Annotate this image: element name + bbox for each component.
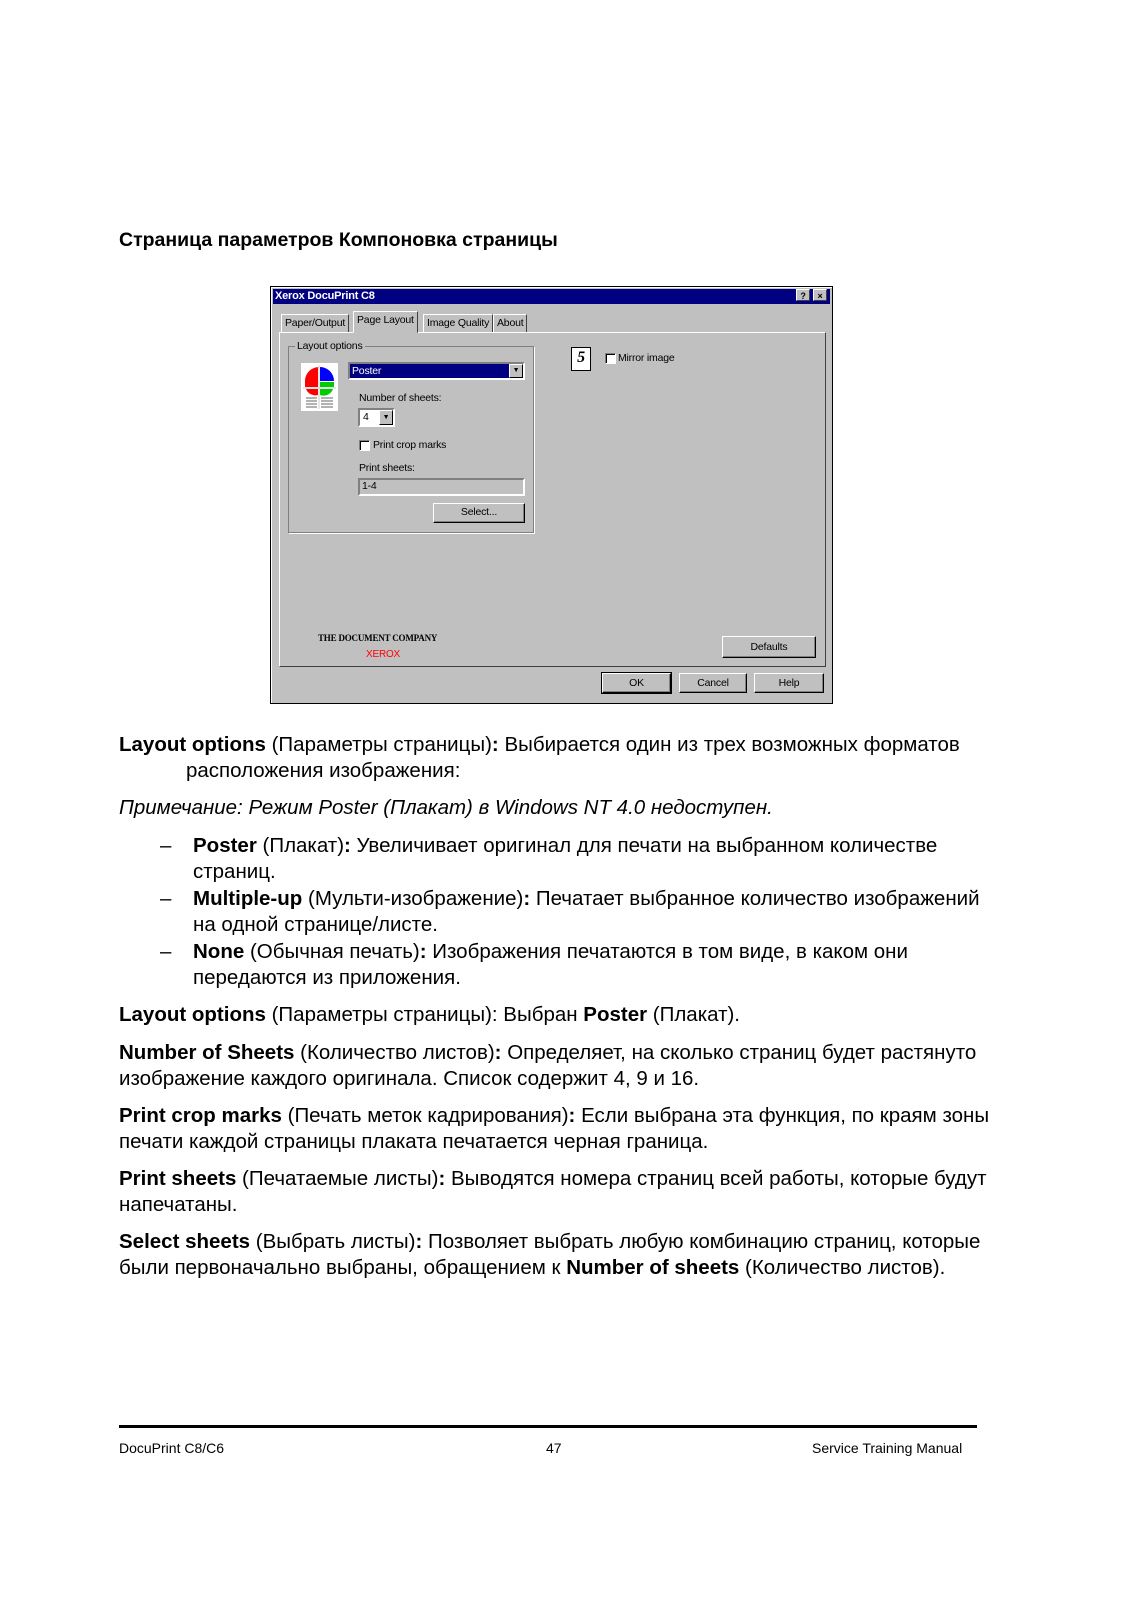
text-segment: Number of sheets	[566, 1256, 740, 1279]
text-segment: :	[419, 940, 427, 963]
tab-about[interactable]: About	[493, 314, 527, 333]
print-sheets-field[interactable]	[358, 478, 525, 496]
bullet-poster	[160, 833, 993, 885]
print-crop-marks-label: Print crop marks	[373, 439, 447, 451]
text-segment: None	[193, 940, 245, 963]
text-segment: :	[438, 1167, 446, 1190]
footer-right: Service Training Manual	[812, 1440, 963, 1456]
text-segment: Layout options	[119, 1003, 266, 1026]
text-segment: Изображения печатаются в том виде, в каком они передаются из приложения.	[193, 940, 908, 989]
paragraph-select-sheets	[119, 1229, 999, 1281]
text-segment: (Параметры страницы): Выбран	[265, 1003, 584, 1026]
text-segment: Выводятся номера страниц всей работы, которые будут напечатаны.	[119, 1167, 987, 1216]
select-button[interactable]: Select...	[433, 503, 525, 523]
text-segment: Print crop marks	[119, 1104, 282, 1127]
text-segment: :	[344, 834, 351, 857]
paragraph-layout-selected	[119, 1002, 999, 1028]
tab-paper-output[interactable]: Paper/Output	[281, 314, 349, 333]
text-segment: :	[523, 887, 531, 910]
text-segment: (Плакат).	[647, 1003, 740, 1026]
ok-button[interactable]: OK	[602, 673, 671, 693]
paragraph-number-of-sheets	[119, 1040, 999, 1092]
text-segment: Poster	[583, 1003, 648, 1026]
text-segment: :	[568, 1104, 576, 1127]
chevron-down-icon[interactable]: ▼	[379, 410, 393, 425]
text-segment: (Параметры страницы)	[265, 733, 492, 756]
paragraph-print-crop-marks	[119, 1103, 999, 1155]
text-segment: Если выбрана эта функция, по краям зоны печати каждой страницы плаката печатается черная граница.	[119, 1104, 990, 1153]
dialog-title: Xerox DocuPrint C8	[275, 290, 375, 302]
text-segment: Печатает выбранное количество изображений на одной странице/листе.	[193, 887, 980, 936]
number-of-sheets-value: 4	[363, 411, 369, 423]
close-button[interactable]: ×	[813, 289, 827, 301]
step-number-icon: 5	[571, 347, 591, 371]
paragraph-layout-options	[119, 732, 999, 784]
section-heading: Страница параметров Компоновка страницы	[119, 229, 558, 251]
text-segment: Number of Sheets	[119, 1041, 295, 1064]
note	[119, 795, 999, 821]
text-segment: Позволяет выбрать любую комбинацию страниц, которые были первоначально выбраны, обращением к	[119, 1230, 981, 1279]
footer-rule	[119, 1425, 977, 1428]
text-segment: Layout options	[119, 733, 266, 756]
text-segment: Примечание: Режим Poster (Плакат) в Windows NT 4.0 недоступен.	[119, 796, 773, 819]
text-segment: Multiple-up	[193, 887, 303, 910]
text-segment: (Количество листов)	[294, 1041, 495, 1064]
company-tagline: THE DOCUMENT COMPANY	[318, 633, 438, 643]
chevron-down-icon[interactable]: ▼	[509, 364, 523, 378]
text-segment: Выбирается один из трех возможных форматов расположения изображения:	[186, 733, 960, 782]
text-segment: (Мульти-изображение)	[302, 887, 524, 910]
defaults-button[interactable]: Defaults	[722, 636, 816, 658]
xerox-logo: XEROX	[366, 649, 401, 660]
text-segment: Select sheets	[119, 1230, 251, 1253]
help-button[interactable]: Help	[754, 673, 824, 693]
text-segment: Poster	[193, 834, 257, 857]
text-segment: :	[491, 733, 499, 756]
text-segment: :	[415, 1230, 423, 1253]
layout-options-label: Layout options	[297, 340, 363, 352]
bullet-none	[160, 939, 993, 991]
bullet-multiple-up	[160, 886, 993, 938]
print-sheets-value: 1-4	[362, 480, 377, 492]
help-title-button[interactable]: ?	[796, 289, 810, 301]
layout-value: Poster	[352, 365, 382, 377]
text-segment: :	[494, 1041, 502, 1064]
mirror-image-label: Mirror image	[618, 352, 675, 364]
print-crop-marks-checkbox[interactable]	[359, 440, 370, 451]
tab-image-quality[interactable]: Image Quality	[423, 314, 493, 333]
bullet-dash: –	[160, 940, 172, 963]
text-segment: Print sheets	[119, 1167, 237, 1190]
cancel-button[interactable]: Cancel	[679, 673, 747, 693]
tab-page-layout[interactable]: Page Layout	[353, 311, 418, 333]
text-segment: (Количество листов).	[739, 1256, 946, 1279]
paragraph-print-sheets	[119, 1166, 999, 1218]
text-segment: (Печать меток кадрирования)	[281, 1104, 569, 1127]
footer-left: DocuPrint C8/C6	[119, 1440, 225, 1456]
bullet-dash: –	[160, 834, 172, 857]
title-bar	[273, 289, 830, 304]
text-segment: (Плакат)	[256, 834, 345, 857]
page-number: 47	[546, 1440, 562, 1456]
mirror-image-checkbox[interactable]	[605, 353, 616, 364]
bullet-dash: –	[160, 887, 172, 910]
layout-options-dropdown[interactable]	[348, 362, 525, 380]
print-sheets-label: Print sheets:	[359, 462, 415, 474]
text-segment: (Выбрать листы)	[250, 1230, 416, 1253]
text-segment: Определяет, на сколько страниц будет растянуто изображение каждого оригинала. Список содержит 4, 9 и 16.	[119, 1041, 977, 1090]
poster-icon	[301, 363, 338, 411]
number-of-sheets-label: Number of sheets:	[359, 392, 442, 404]
text-segment: Увеличивает оригинал для печати на выбранном количестве страниц.	[193, 834, 938, 883]
printer-properties-dialog	[270, 286, 833, 704]
text-segment: (Печатаемые листы)	[236, 1167, 439, 1190]
text-segment: (Обычная печать)	[244, 940, 420, 963]
number-of-sheets-combo[interactable]	[358, 408, 395, 427]
